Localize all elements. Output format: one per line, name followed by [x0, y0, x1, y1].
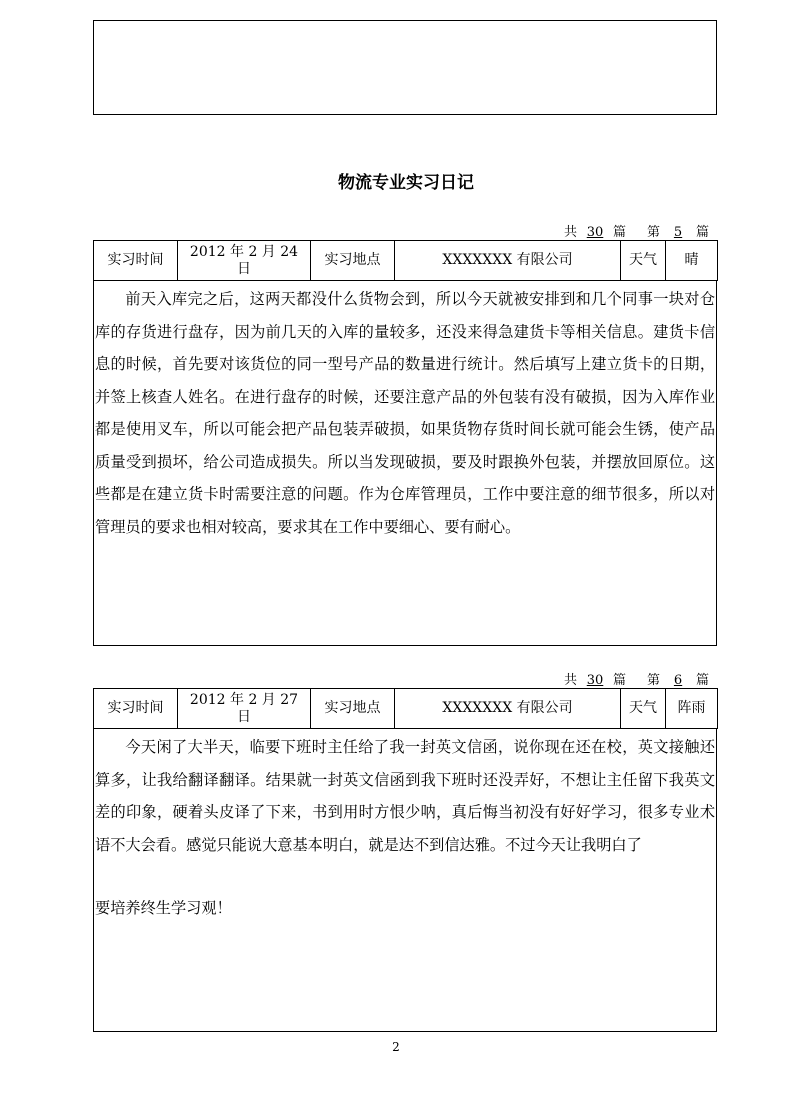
place-label: 实习地点	[311, 241, 395, 281]
entry-paragraph: 要培养终生学习观！	[95, 899, 232, 917]
total-count: 30	[586, 673, 604, 688]
index-suffix: 篇	[696, 673, 710, 688]
page-number: 2	[392, 1040, 400, 1054]
time-label: 实习时间	[94, 241, 178, 281]
entry-body	[93, 280, 717, 646]
entry-paragraph: 前天入库完之后，这两天都没什么货物会到，所以今天就被安排到和几个同事一块对仓库的存货进行盘存，因为前几天的入库的量较多，还没来得急建货卡等相关信息。建货卡信息的时候，首先要对该货位的同一型号产品的数量进行统计。然后填写上建立货卡的日期，并签上核查人姓名。在进行盘存的时候，还要注意产品的外包装有没有破损，因为入库作业都是使用叉车，所以可能会把产品包装弄破损，如果货物存货时间长就可能会生锈，使产品质量受到损坏，给公司造成损失。所以当发现破损，要及时跟换外包装，并摆放回原位。这些都是在建立货卡时需要注意的问题。作为仓库管理员，工作中要注意的细节很多，所以对管理员的要求也相对较高，要求其在工作中要细心、要有耐心。	[95, 290, 715, 536]
total-prefix: 共	[564, 673, 578, 688]
index-prefix: 第	[647, 673, 661, 688]
entry-index: 5	[673, 225, 683, 240]
page-title: 物流专业实习日记	[338, 173, 474, 193]
previous-entry-box	[93, 20, 717, 115]
total-suffix: 篇	[613, 225, 627, 240]
weather-label: 天气	[621, 689, 666, 729]
entry-date: 2012 年 2 月 24 日	[178, 241, 311, 281]
entry-index: 6	[673, 673, 683, 688]
entry-place: XXXXXXX 有限公司	[395, 241, 621, 281]
weather-label: 天气	[621, 241, 666, 281]
entry-paragraph: 今天闲了大半天，临要下班时主任给了我一封英文信函，说你现在还在校，英文接触还算多，让我给翻译翻译。结果就一封英文信函到我下班时还没弄好，不想让主任留下我英文差的印象，硬着头皮译了下来，书到用时方恨少呐，真后悔当初没有好好学习，很多专业术语不大会看。感觉只能说大意基本明白，就是达不到信达雅。不过今天让我明白了	[95, 738, 715, 854]
entry-place: XXXXXXX 有限公司	[395, 689, 621, 729]
total-prefix: 共	[564, 225, 578, 240]
total-count: 30	[586, 225, 604, 240]
entry-weather: 晴	[666, 241, 718, 281]
entry-body	[93, 728, 717, 1032]
entry-weather: 阵雨	[666, 689, 718, 729]
entry-header-table	[93, 240, 718, 281]
place-label: 实习地点	[311, 689, 395, 729]
entry-header-table	[93, 688, 718, 729]
entry-counter	[564, 669, 709, 688]
index-suffix: 篇	[696, 225, 710, 240]
time-label: 实习时间	[94, 689, 178, 729]
total-suffix: 篇	[613, 673, 627, 688]
index-prefix: 第	[647, 225, 661, 240]
entry-date: 2012 年 2 月 27 日	[178, 689, 311, 729]
entry-counter	[564, 221, 709, 240]
